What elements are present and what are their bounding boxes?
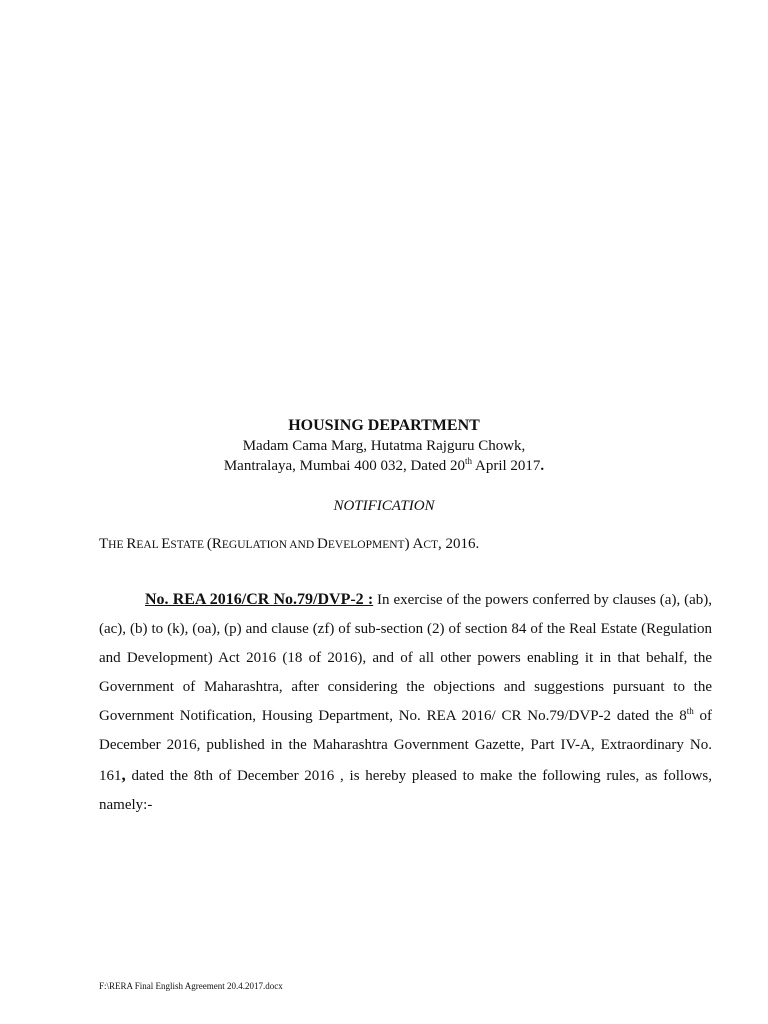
act-part: , 2016. bbox=[438, 536, 480, 552]
act-part: EVELOPMENT bbox=[327, 539, 405, 551]
date-superscript: th bbox=[465, 456, 473, 466]
department-title: HOUSING DEPARTMENT bbox=[288, 417, 480, 434]
act-part: D bbox=[317, 536, 328, 552]
address-line-2-suffix: April 2017 bbox=[472, 458, 541, 474]
notification-body bbox=[99, 585, 712, 820]
act-part: STATE bbox=[170, 539, 207, 551]
act-part: EAL bbox=[136, 539, 162, 551]
address-line-1: Madam Cama Marg, Hutatma Rajguru Chowk, bbox=[242, 438, 526, 454]
body-text-1: In exercise of the powers conferred by clauses (a), (ab), (ac), (b) to (k), (oa), (p) and clause (zf) of sub-section (2) of section 84 of the Real Estate (Regulation and Development) Act 2016 (18 of 2016), and of all other powers enabling it in that behalf, the Government of Maharashtra, after considering the objections and suggestions pursuant to the Government Notification, Housing Department, No. REA 2016/ CR No.79/DVP-2 dated the 8 bbox=[99, 592, 713, 724]
act-part: (R bbox=[206, 536, 222, 552]
notification-title: NOTIFICATION bbox=[333, 498, 435, 514]
act-part: T bbox=[99, 536, 109, 552]
address-line-2-end: . bbox=[540, 458, 545, 474]
footer-file-path: F:\RERA Final English Agreement 20.4.2017.docx bbox=[99, 981, 283, 991]
act-part: CT bbox=[423, 539, 439, 551]
act-part: HE bbox=[108, 539, 127, 551]
body-text-3: dated the 8th of December 2016 , is hereby pleased to make the following rules, as follows, namely:- bbox=[99, 768, 712, 813]
address-line-2-prefix: Mantralaya, Mumbai 400 032, Dated 20 bbox=[223, 458, 466, 474]
body-text-2: of December 2016, published in the Maharashtra Government Gazette, Part IV-A, Extraordinary No. 161 bbox=[99, 708, 712, 784]
body-superscript: th bbox=[686, 706, 694, 716]
address-line-2 bbox=[0, 456, 768, 476]
act-part: ) A bbox=[404, 536, 424, 552]
reference-number: No. REA 2016/CR No.79/DVP-2 : bbox=[145, 591, 374, 608]
act-title bbox=[99, 534, 479, 555]
act-part: EGULATION AND bbox=[221, 539, 318, 551]
act-part: R bbox=[126, 536, 137, 552]
letterhead bbox=[0, 416, 768, 476]
act-part: E bbox=[161, 536, 171, 552]
body-comma: , bbox=[121, 765, 126, 784]
